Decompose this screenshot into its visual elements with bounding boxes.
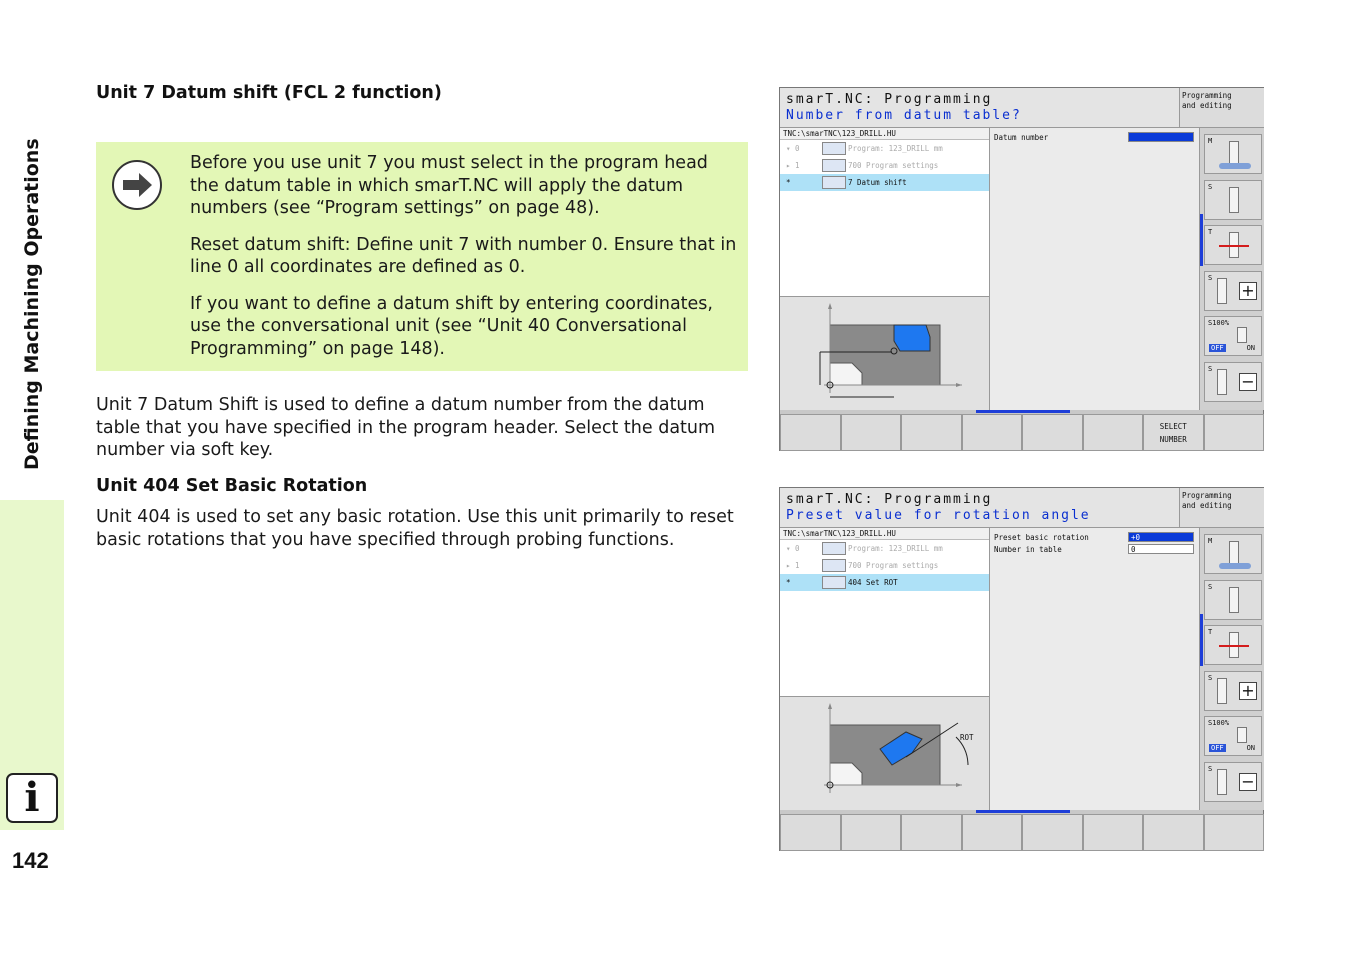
program-icon xyxy=(822,542,846,555)
softkey-select-number[interactable]: SELECT NUMBER xyxy=(1143,414,1204,451)
side-softkeys xyxy=(1200,528,1264,810)
softkey-row xyxy=(780,414,1264,451)
input-form xyxy=(990,528,1200,810)
softkey-5[interactable] xyxy=(1022,814,1083,851)
softkey-s100[interactable]: S100% OFF ON xyxy=(1204,716,1262,756)
softkey-1[interactable] xyxy=(780,414,841,451)
rot-label: ROT xyxy=(960,733,974,742)
minus-icon: − xyxy=(1239,373,1257,391)
number-in-table-input[interactable]: 0 xyxy=(1128,544,1194,554)
softkey-s100[interactable]: S100% OFF ON xyxy=(1204,316,1262,356)
softkey-8[interactable] xyxy=(1204,414,1265,451)
softkey-8[interactable] xyxy=(1204,814,1265,851)
tree-row-selected[interactable]: * 404 Set ROT xyxy=(780,574,989,591)
note-box xyxy=(96,142,748,371)
note-paragraphs xyxy=(190,152,738,374)
arrow-right-icon xyxy=(112,160,162,210)
softkey-t[interactable]: T xyxy=(1204,225,1262,265)
plus-icon: + xyxy=(1239,682,1257,700)
tree-row[interactable]: ▾ 0 Program: 123_DRILL mm xyxy=(786,144,943,153)
note-paragraph: Before you use unit 7 you must select in the program head the datum table in which smarT.NC will apply the datum numbers (see “Program settings” on page 48). xyxy=(190,153,708,218)
spindle-icon xyxy=(1217,678,1227,704)
screen-header xyxy=(780,88,1180,128)
softkey-t[interactable]: T xyxy=(1204,625,1262,665)
form-row-preset-rotation: Preset basic rotation +0 xyxy=(990,532,1199,543)
screen-title: smarT.NC: Programming xyxy=(786,492,993,507)
program-tree xyxy=(780,128,990,296)
file-path: TNC:\smarTNC\123_DRILL.HU xyxy=(780,128,989,140)
screen-prompt: Preset value for rotation angle xyxy=(786,508,1091,523)
softkey-s[interactable]: S xyxy=(1204,180,1262,220)
softkey-s-plus[interactable]: S + xyxy=(1204,271,1262,311)
note-paragraph: Reset datum shift: Define unit 7 with number 0. Ensure that in line 0 all coordinates are defined as 0. xyxy=(190,234,737,277)
softkey-3[interactable] xyxy=(901,414,962,451)
softkey-2[interactable] xyxy=(841,414,902,451)
softkey-3[interactable] xyxy=(901,814,962,851)
softkey-s-minus[interactable]: S − xyxy=(1204,762,1262,802)
tool-icon xyxy=(1229,587,1239,613)
screen-header xyxy=(780,488,1180,528)
softkey-2[interactable] xyxy=(841,814,902,851)
softkey-1[interactable] xyxy=(780,814,841,851)
minus-icon: − xyxy=(1239,773,1257,791)
form-row-number-in-table: Number in table 0 xyxy=(990,544,1199,555)
file-path: TNC:\smarTNC\123_DRILL.HU xyxy=(780,528,989,540)
plus-icon: + xyxy=(1239,282,1257,300)
settings-icon xyxy=(822,159,846,172)
screen-prompt: Number from datum table? xyxy=(786,108,1022,123)
datum-number-input[interactable] xyxy=(1128,132,1194,142)
red-arrow-icon xyxy=(1219,645,1249,647)
softkey-5[interactable] xyxy=(1022,414,1083,451)
rotation-graphic xyxy=(780,697,989,810)
section-title-unit-404: Unit 404 Set Basic Rotation xyxy=(96,476,368,496)
help-graphic xyxy=(780,296,990,410)
tree-row[interactable]: ▸ 1 700 Program settings xyxy=(786,561,939,570)
softkey-4[interactable] xyxy=(962,814,1023,851)
softkey-6[interactable] xyxy=(1083,814,1144,851)
body-paragraph-unit-404: Unit 404 is used to set any basic rotation. Use this unit primarily to reset basic rotations that you have specified through probing functions. xyxy=(96,507,734,550)
tree-row-selected[interactable]: * 7 Datum shift xyxy=(780,174,989,191)
info-icon: i xyxy=(6,773,58,823)
screen-title: smarT.NC: Programming xyxy=(786,92,993,107)
rotation-icon xyxy=(822,576,846,589)
softkey-s-minus[interactable]: S − xyxy=(1204,362,1262,402)
datum-shift-icon xyxy=(822,176,846,189)
input-form xyxy=(990,128,1200,410)
softkey-4[interactable] xyxy=(962,414,1023,451)
softkey-row xyxy=(780,814,1264,851)
mode-indicator: Programming and editing xyxy=(1180,488,1264,528)
form-row-datum-number: Datum number xyxy=(990,132,1199,143)
tnc-screen-set-rotation xyxy=(779,487,1264,851)
page-number: 142 xyxy=(12,848,49,873)
preset-rotation-input[interactable]: +0 xyxy=(1128,532,1194,542)
mode-indicator: Programming and editing xyxy=(1180,88,1264,128)
settings-icon xyxy=(822,559,846,572)
section-title-unit-7: Unit 7 Datum shift (FCL 2 function) xyxy=(96,83,442,103)
softkey-6[interactable] xyxy=(1083,414,1144,451)
program-icon xyxy=(822,142,846,155)
spindle-icon xyxy=(1217,278,1227,304)
red-arrow-icon xyxy=(1219,245,1249,247)
softkey-s-plus[interactable]: S + xyxy=(1204,671,1262,711)
softkey-7[interactable] xyxy=(1143,814,1204,851)
softkey-m[interactable]: M xyxy=(1204,534,1262,574)
spindle-icon xyxy=(1237,327,1247,343)
datum-shift-graphic xyxy=(780,297,989,410)
program-tree xyxy=(780,528,990,696)
side-chapter-title: Defining Machining Operations xyxy=(21,138,43,470)
tree-row[interactable]: ▸ 1 700 Program settings xyxy=(786,161,939,170)
tool-icon xyxy=(1229,187,1239,213)
body-paragraph-unit-7: Unit 7 Datum Shift is used to define a datum number from the datum table that you have specified in the program header. Select the datum number via soft key. xyxy=(96,395,716,460)
side-softkeys xyxy=(1200,128,1264,410)
tree-row[interactable]: ▾ 0 Program: 123_DRILL mm xyxy=(786,544,943,553)
spindle-icon xyxy=(1217,369,1227,395)
spindle-icon xyxy=(1237,727,1247,743)
note-paragraph: If you want to define a datum shift by entering coordinates, use the conversational unit (see “Unit 40 Conversational Programming” on page 148). xyxy=(190,293,713,359)
softkey-s[interactable]: S xyxy=(1204,580,1262,620)
spindle-icon xyxy=(1217,769,1227,795)
tnc-screen-datum-shift xyxy=(779,87,1264,451)
help-graphic xyxy=(780,696,990,810)
softkey-m[interactable]: M xyxy=(1204,134,1262,174)
